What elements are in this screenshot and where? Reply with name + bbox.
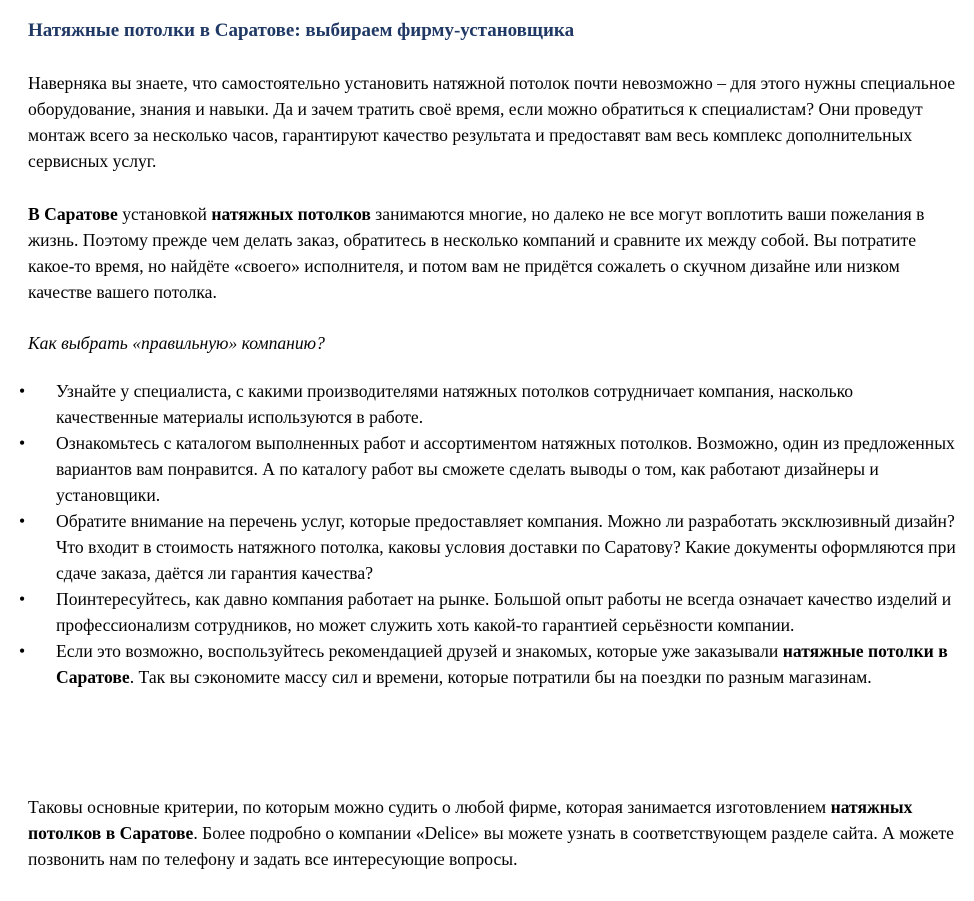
question-subheading: Как выбрать «правильную» компанию? xyxy=(28,333,325,353)
bullet-icon: • xyxy=(19,381,26,401)
criteria-list xyxy=(19,378,958,690)
bold-phrase: натяжные потолки в Саратове xyxy=(56,641,948,687)
bullet-icon: • xyxy=(19,589,26,609)
bold-phrase: натяжных потолков xyxy=(211,204,371,224)
text-run: Если это возможно, воспользуйтесь рекомендацией друзей и знакомых, которые уже заказывали xyxy=(56,641,783,661)
list-item xyxy=(19,508,958,586)
bold-phrase: натяжных потолков в Саратове xyxy=(28,797,913,843)
closing-paragraph xyxy=(28,794,958,872)
saratov-paragraph xyxy=(28,201,958,305)
text-run: Узнайте у специалиста, с какими производителями натяжных потолков сотрудничает компания, насколько качественные материалы используются в работе. xyxy=(56,381,854,427)
text-run: Наверняка вы знаете, что самостоятельно установить натяжной потолок почти невозможно – для этого нужны специальное оборудование, знания и навыки. Да и зачем тратить своё время, если можно обратиться к специалистам? Они проведут монтаж всего за несколько часов, гарантируют качество результата и предоставят вам весь комплекс дополнительных сервисных услуг. xyxy=(28,73,956,171)
text-run: . Более подробно о компании «Delice» вы можете узнать в соответствующем разделе сайта. А можете позвонить нам по телефону и задать все интересующие вопросы. xyxy=(28,823,954,869)
list-item xyxy=(19,378,958,430)
bullet-icon: • xyxy=(19,433,26,453)
article-title: Натяжные потолки в Саратове: выбираем фирму-установщика xyxy=(28,20,575,41)
text-run: занимаются многие, но далеко не все могут воплотить ваши пожелания в жизнь. Поэтому прежде чем делать заказ, обратитесь в несколько компаний и сравните их между собой. Вы потратите какое-то время, но найдёте «своего» исполнителя, и потом вам не придётся сожалеть о скучном дизайне или низком качестве вашего потолка. xyxy=(28,204,925,302)
list-item xyxy=(19,430,958,508)
list-item xyxy=(19,586,958,638)
text-run: Обратите внимание на перечень услуг, которые предоставляет компания. Можно ли разработать эксклюзивный дизайн? Что входит в стоимость натяжного потолка, каковы условия доставки по Саратову? Какие документы оформляются при сдаче заказа, даётся ли гарантия качества? xyxy=(56,511,956,583)
text-run: Ознакомьтесь с каталогом выполненных работ и ассортиментом натяжных потолков. Возможно, один из предложенных вариантов вам понравится. А по каталогу работ вы сможете сделать выводы о том, как работают дизайнеры и установщики. xyxy=(56,433,955,505)
bullet-icon: • xyxy=(19,511,26,531)
text-run: . Так вы сэкономите массу сил и времени, которые потратили бы на поездки по разным магазинам. xyxy=(129,667,872,687)
bold-phrase: В Саратове xyxy=(28,204,118,224)
intro-paragraph xyxy=(28,70,958,174)
text-run: Таковы основные критерии, по которым можно судить о любой фирме, которая занимается изготовлением xyxy=(28,797,831,817)
list-item xyxy=(19,638,958,690)
text-run: Поинтересуйтесь, как давно компания работает на рынке. Большой опыт работы не всегда означает качество изделий и профессионализм сотрудников, но может служить хоть какой-то гарантией серьёзности компании. xyxy=(56,589,952,635)
bullet-icon: • xyxy=(19,641,26,661)
text-run: установкой xyxy=(117,204,212,224)
